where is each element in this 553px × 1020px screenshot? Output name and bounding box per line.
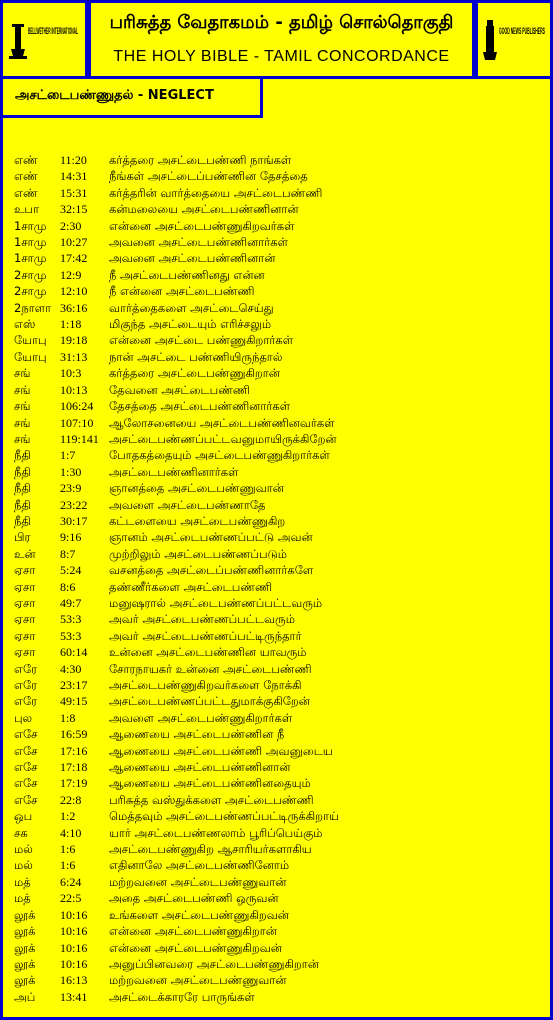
entry-text: யார் அசட்டைபண்ணலாம் பூரிப்பெய்கும் <box>109 825 323 840</box>
list-item <box>14 382 544 398</box>
entry-text: நீ என்னை அசட்டைபண்ணி <box>109 284 255 299</box>
list-item <box>14 349 544 365</box>
entry-book: பிர <box>14 530 31 545</box>
entry-text: வசனத்தை அசட்டைப்பண்ணினார்களே <box>109 563 314 578</box>
list-item <box>14 218 544 234</box>
list-item <box>14 464 544 480</box>
entry-ref: 9:16 <box>60 530 82 545</box>
entry-text: அவளை அசட்டைபண்ணுகிறார்கள் <box>109 710 293 725</box>
entry-book: மத் <box>14 891 31 906</box>
entry-text: நீ அசட்டைபண்ணினது என்ன <box>109 267 265 282</box>
entry-book: சக <box>14 825 28 840</box>
entry-ref: 14:31 <box>60 169 88 184</box>
entry-text: போதகத்தையும் அசட்டைபண்ணுகிறார்கள் <box>109 448 330 463</box>
entry-book: ஒப <box>14 809 33 824</box>
entry-ref: 2:30 <box>60 218 82 233</box>
entry-text: அசட்டைபண்ணுகிறவர்களை நோக்கி <box>109 678 302 692</box>
list-item <box>14 775 544 791</box>
entry-text: உங்களை அசட்டைபண்ணுகிறவன் <box>109 907 289 922</box>
entry-book: எசே <box>14 743 38 758</box>
list-item <box>14 628 544 644</box>
title-box <box>88 0 475 79</box>
entry-book: யோபு <box>14 333 47 348</box>
entry-ref: 1:30 <box>60 464 82 479</box>
list-item <box>14 972 544 988</box>
entry-book: 1சாமு <box>14 235 47 250</box>
entry-text: கர்த்தரை அசட்டைபண்ணுகிறான் <box>109 366 280 381</box>
entry-ref: 10:16 <box>60 907 88 922</box>
entry-text: ஞானத்தை அசட்டைபண்ணுவான் <box>109 481 284 496</box>
list-item <box>14 907 544 923</box>
entry-ref: 4:10 <box>60 825 82 840</box>
list-item <box>14 480 544 496</box>
entry-book: லூக் <box>14 956 36 971</box>
list-item <box>14 857 544 873</box>
entry-ref: 17:16 <box>60 743 88 758</box>
entry-ref: 10:16 <box>60 956 88 971</box>
entry-book: எரே <box>14 694 38 709</box>
list-item <box>14 710 544 726</box>
entry-book: எசே <box>14 727 38 742</box>
list-item <box>14 611 544 627</box>
list-item <box>14 546 544 562</box>
list-item <box>14 792 544 808</box>
entry-ref: 53:3 <box>60 628 82 643</box>
entry-book: மத் <box>14 874 31 889</box>
list-item <box>14 431 544 447</box>
entry-text: அவர் அசட்டைபண்ணப்பட்டிருந்தார் <box>109 628 302 643</box>
entry-book: சங் <box>14 415 31 430</box>
entry-book: எசே <box>14 776 38 791</box>
entry-ref: 23:9 <box>60 481 82 496</box>
list-item <box>14 956 544 972</box>
list-item <box>14 693 544 709</box>
entry-ref: 119:141 <box>60 431 99 446</box>
entry-book: ஏசா <box>14 579 36 594</box>
entry-ref: 31:13 <box>60 349 88 364</box>
bellwether-logo-icon <box>6 10 82 70</box>
entry-text: என்னை அசட்டைபண்ணுகிறான் <box>109 924 277 939</box>
entry-book: ஏசா <box>14 563 36 578</box>
entry-book: லூக் <box>14 940 36 955</box>
entry-text: முற்றிலும் அசட்டைபண்ணப்படும் <box>109 546 288 561</box>
list-item <box>14 415 544 431</box>
entry-ref: 49:7 <box>60 595 82 610</box>
entry-book: 1சாமு <box>14 218 47 233</box>
entry-text: அசட்டைக்காரரே பாருங்கள் <box>109 989 255 1004</box>
list-item <box>14 579 544 595</box>
entry-ref: 23:17 <box>60 678 88 692</box>
entry-book: 1சாமு <box>14 251 47 266</box>
list-item <box>14 940 544 956</box>
entry-ref: 12:9 <box>60 267 82 282</box>
entry-book: எசே <box>14 760 38 775</box>
entry-ref: 32:15 <box>60 202 88 217</box>
entry-book: லூக் <box>14 907 36 922</box>
list-item <box>14 644 544 660</box>
entry-ref: 36:16 <box>60 300 88 315</box>
list-item <box>14 201 544 217</box>
entry-text: தேவனை அசட்டைபண்ணி <box>109 382 250 397</box>
entry-ref: 19:18 <box>60 333 88 348</box>
entry-book: எண் <box>14 185 38 200</box>
entry-book: மல் <box>14 858 33 873</box>
list-item <box>14 152 544 168</box>
entry-book: 2சாமு <box>14 284 47 299</box>
list-item <box>14 267 544 283</box>
entry-book: ஏசா <box>14 612 36 627</box>
entry-ref: 10:3 <box>60 366 82 381</box>
goodnews-logo-icon <box>479 10 549 70</box>
list-item <box>14 365 544 381</box>
entry-book: எசே <box>14 792 38 807</box>
entry-text: கன்மலையை அசட்டைபண்ணினான் <box>109 202 299 217</box>
list-item <box>14 989 544 1005</box>
entry-book: மல் <box>14 842 33 857</box>
list-item <box>14 841 544 857</box>
entry-text: கர்த்தரை அசட்டைபண்ணி நாங்கள் <box>109 153 292 167</box>
entry-ref: 8:6 <box>60 579 76 594</box>
entry-text: அசட்டைபண்ணுகிற ஆசாரியர்களாகிய <box>109 842 312 857</box>
entry-text: நீங்கள் அசட்டைப்பண்ணின தேசத்தை <box>109 169 308 184</box>
entry-book: சங் <box>14 366 31 381</box>
list-item <box>14 825 544 841</box>
logo-text-top: BELLWETHER INTERNATIONAL <box>28 25 79 36</box>
entry-text: மற்றவனை அசட்டைபண்ணுவான் <box>109 874 287 889</box>
entry-book: லூக் <box>14 924 36 939</box>
entry-ref: 11:20 <box>60 153 87 167</box>
entry-book: சங் <box>14 382 31 397</box>
goodnews-logo <box>475 0 553 79</box>
list-item <box>14 726 544 742</box>
entry-text: ஆணையை அசட்டைபண்ணின நீ <box>109 727 285 742</box>
entry-text: ஆலோசனையை அசட்டைபண்ணினவர்கள் <box>109 415 335 430</box>
entry-text: அசட்டைபண்ணினார்கள் <box>109 464 239 479</box>
entry-book: எரே <box>14 678 38 692</box>
entry-ref: 107:10 <box>60 415 94 430</box>
entry-ref: 106:24 <box>60 399 94 414</box>
entry-book: ஏசா <box>14 645 36 660</box>
list-item <box>14 529 544 545</box>
entry-book: யோபு <box>14 349 47 364</box>
headword-box <box>0 76 263 118</box>
entry-ref: 53:3 <box>60 612 82 627</box>
entry-ref: 1:7 <box>60 448 76 463</box>
entry-text: அவனை அசட்டைபண்ணினான் <box>109 251 276 266</box>
entry-ref: 1:6 <box>60 858 76 873</box>
entry-text: அனுப்பினவரை அசட்டைபண்ணுகிறான் <box>109 956 319 971</box>
entry-text: வார்த்தைகளை அசட்டைசெய்து <box>109 300 274 315</box>
entry-text: கர்த்தரின் வார்த்தையை அசட்டைபண்ணி <box>109 185 323 200</box>
entry-text: எதினாலே அசட்டைபண்ணினோம் <box>109 858 290 873</box>
list-item <box>14 743 544 759</box>
entry-book: உபா <box>14 202 39 217</box>
entry-ref: 17:18 <box>60 760 88 775</box>
entry-book: நீதி <box>14 464 31 479</box>
entry-ref: 12:10 <box>60 284 88 299</box>
entry-text: அசட்டைபண்ணப்பட்டதுமாக்குகிறேன் <box>109 694 310 709</box>
entry-text: மற்றவனை அசட்டைபண்ணுவான் <box>109 973 287 988</box>
list-item <box>14 923 544 939</box>
entry-text: அவனை அசட்டைபண்ணினார்கள் <box>109 235 289 250</box>
concordance-list <box>14 152 544 1005</box>
entry-book: எண் <box>14 169 38 184</box>
entry-ref: 13:41 <box>60 989 88 1004</box>
list-item <box>14 661 544 677</box>
list-item <box>14 874 544 890</box>
entry-book: 2சாமு <box>14 267 47 282</box>
list-item <box>14 332 544 348</box>
entry-book: நீதி <box>14 481 31 496</box>
entry-ref: 1:6 <box>60 842 76 857</box>
entry-book: லூக் <box>14 973 36 988</box>
entry-ref: 60:14 <box>60 645 88 660</box>
entry-text: நான் அசட்டை பண்ணியிருந்தால் <box>109 349 283 364</box>
entry-text: ஆணையை அசட்டைபண்ணினதையும் <box>109 776 311 791</box>
entry-text: மிகுந்த அசட்டையும் எரிச்சலும் <box>109 317 272 332</box>
entry-text: என்னை அசட்டைபண்ணுகிறவன் <box>109 940 282 955</box>
list-item <box>14 283 544 299</box>
entry-text: ஆணையை அசட்டைபண்ணினான் <box>109 760 291 775</box>
entry-text: என்னை அசட்டைபண்ணுகிறவர்கள் <box>109 218 295 233</box>
entry-book: எஸ் <box>14 317 36 332</box>
logo-text-right: GOOD NEWS PUBLISHERS <box>499 25 545 36</box>
entry-ref: 17:42 <box>60 251 88 266</box>
list-item <box>14 497 544 513</box>
entry-text: அவர் அசட்டைபண்ணப்பட்டவரும் <box>109 612 295 627</box>
entry-text: என்னை அசட்டை பண்ணுகிறார்கள் <box>109 333 294 348</box>
entry-ref: 22:5 <box>60 891 82 906</box>
list-item <box>14 168 544 184</box>
list-item <box>14 316 544 332</box>
entry-text: உன்னை அசட்டைபண்ணின யாவரும் <box>109 645 307 660</box>
entry-ref: 10:27 <box>60 235 88 250</box>
list-item <box>14 398 544 414</box>
entry-book: அப் <box>14 989 36 1004</box>
entry-text: தேசத்தை அசட்டைபண்ணினார்கள் <box>109 399 291 414</box>
entry-ref: 15:31 <box>60 185 88 200</box>
list-item <box>14 890 544 906</box>
entry-book: புல <box>14 710 33 725</box>
list-item <box>14 808 544 824</box>
entry-text: அதை அசட்டைபண்ணி ஒருவன் <box>109 891 279 906</box>
entry-ref: 8:7 <box>60 546 76 561</box>
entry-ref: 10:16 <box>60 940 88 955</box>
entry-ref: 5:24 <box>60 563 82 578</box>
entry-book: நீதி <box>14 497 31 512</box>
entry-text: தண்ணீர்களை அசட்டைபண்ணி <box>109 579 273 594</box>
entry-book: 2நாளா <box>14 300 52 315</box>
entry-ref: 10:13 <box>60 382 88 397</box>
list-item <box>14 595 544 611</box>
entry-text: மனுஷரால் அசட்டைபண்ணப்பட்டவரும் <box>109 595 323 610</box>
title-tamil: பரிசுத்த வேதாகமம் - தமிழ் சொல்தொகுதி <box>109 12 454 33</box>
entry-text: அசட்டைபண்ணப்பட்டவனுமாயிருக்கிறேன் <box>109 431 337 446</box>
title-english: THE HOLY BIBLE - TAMIL CONCORDANCE <box>113 48 450 65</box>
entry-text: சோரநாயகர் உன்னை அசட்டைபண்ணி <box>109 661 312 676</box>
entry-ref: 23:22 <box>60 497 88 512</box>
list-item <box>14 185 544 201</box>
entry-ref: 1:8 <box>60 710 76 725</box>
list-item <box>14 447 544 463</box>
entry-ref: 1:18 <box>60 317 82 332</box>
entry-ref: 16:59 <box>60 727 88 742</box>
list-item <box>14 513 544 529</box>
entry-ref: 22:8 <box>60 792 82 807</box>
entry-text: பரிசுத்த வஸ்துக்களை அசட்டைபண்ணி <box>109 792 314 807</box>
entry-book: ஏசா <box>14 595 36 610</box>
entry-book: எண் <box>14 153 38 167</box>
list-item <box>14 234 544 250</box>
headword: அசட்டைபண்ணுதல் - NEGLECT <box>15 88 214 103</box>
list-item <box>14 250 544 266</box>
entry-ref: 1:2 <box>60 809 76 824</box>
entry-book: நீதி <box>14 448 31 463</box>
bellwether-logo <box>0 0 88 79</box>
entry-ref: 49:15 <box>60 694 88 709</box>
list-item <box>14 300 544 316</box>
entry-text: மெத்தவும் அசட்டைபண்ணப்பட்டிருக்கிறாய் <box>109 809 339 824</box>
entry-book: நீதி <box>14 513 31 528</box>
entry-ref: 4:30 <box>60 661 82 676</box>
list-item <box>14 562 544 578</box>
entry-text: ஆணையை அசட்டைபண்ணி அவனுடைய <box>109 743 333 758</box>
entry-ref: 16:13 <box>60 973 88 988</box>
entry-book: சங் <box>14 431 31 446</box>
entry-book: ஏசா <box>14 628 36 643</box>
entry-ref: 17:19 <box>60 776 88 791</box>
list-item <box>14 677 544 693</box>
entry-book: எரே <box>14 661 38 676</box>
entry-text: அவளை அசட்டைபண்ணாதே <box>109 497 266 512</box>
list-item <box>14 759 544 775</box>
entry-ref: 10:16 <box>60 924 88 939</box>
entry-text: ஞானம் அசட்டைபண்ணப்பட்டு அவன் <box>109 530 313 545</box>
entry-text: கட்டளையை அசட்டைபண்ணுகிற <box>109 513 286 528</box>
entry-ref: 6:24 <box>60 874 82 889</box>
entry-book: உன் <box>14 546 36 561</box>
entry-ref: 30:17 <box>60 513 88 528</box>
entry-book: சங் <box>14 399 31 414</box>
